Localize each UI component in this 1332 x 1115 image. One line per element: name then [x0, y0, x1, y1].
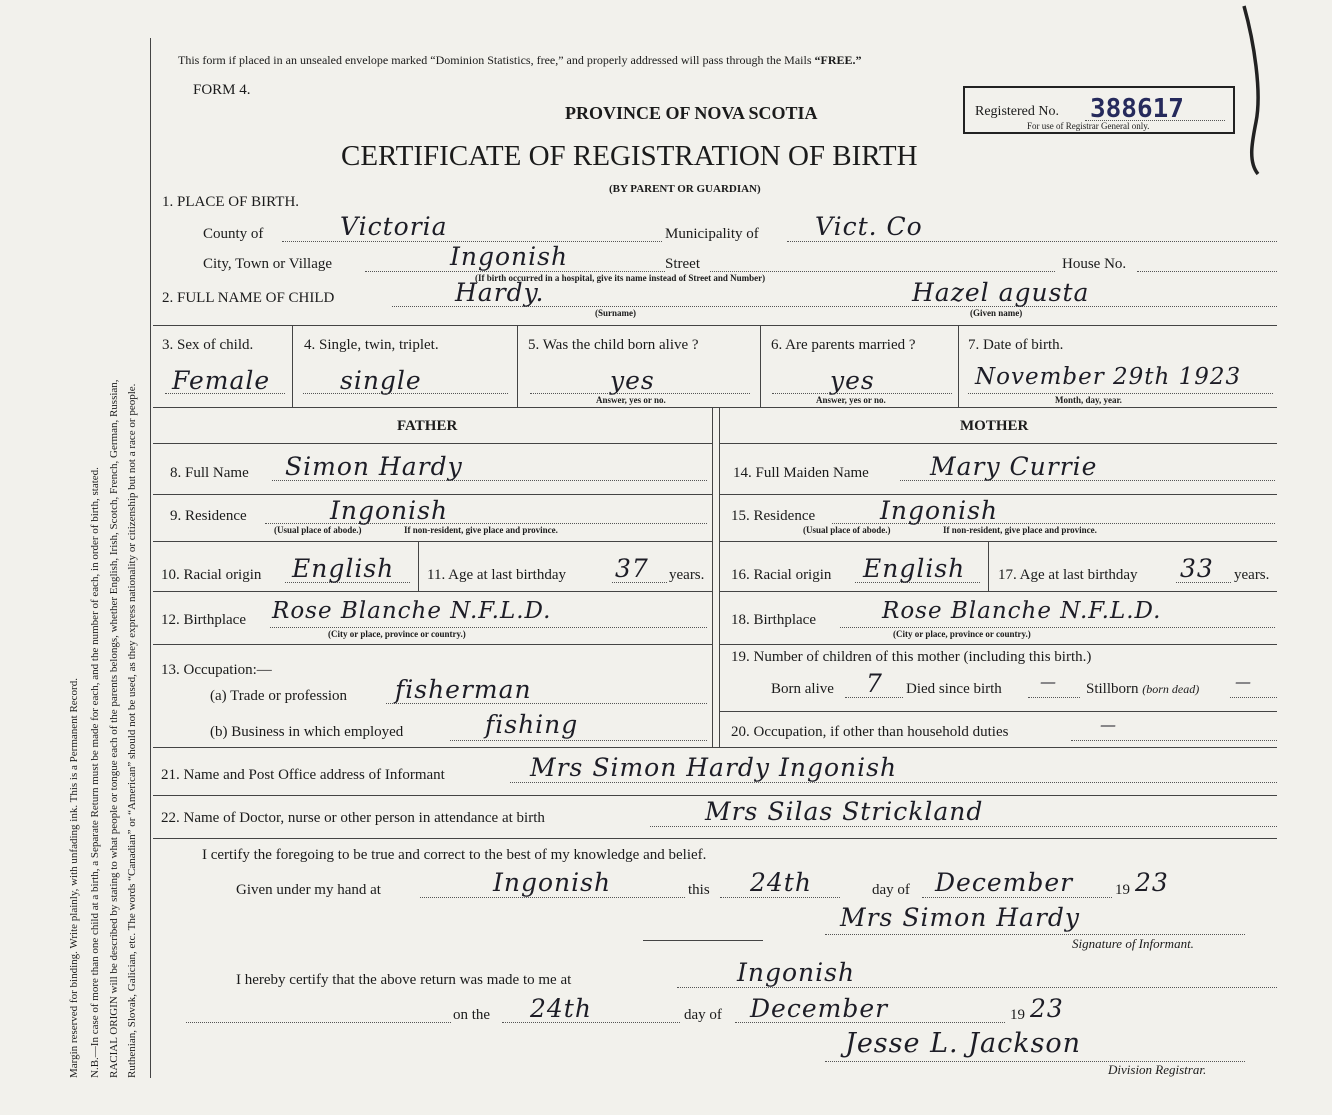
registrar-year-prefix: 19	[1010, 1007, 1025, 1023]
father-birthplace-note: (City or place, province or country.)	[328, 629, 466, 639]
registered-number: 388617	[1090, 94, 1184, 124]
stillborn-count: —	[1235, 672, 1252, 691]
certify-statement: I certify the foregoing to be true and correct to the best of my knowledge and belief.	[202, 847, 707, 863]
sex-value: Female	[172, 366, 271, 395]
attendant-value: Mrs Silas Strickland	[705, 797, 984, 826]
plurality-value: single	[340, 366, 422, 395]
date-note: Month, day, year.	[1055, 395, 1122, 405]
died-count: —	[1040, 672, 1057, 691]
father-age-label: 11. Age at last birthday	[427, 567, 566, 583]
mother-nonres-note: If non-resident, give place and province.	[943, 525, 1097, 535]
parents-married-value: yes	[830, 366, 875, 395]
informant-signature-label: Signature of Informant.	[1072, 936, 1194, 951]
mother-name-label: 14. Full Maiden Name	[733, 465, 869, 481]
father-abode-note: (Usual place of abode.)	[274, 525, 362, 535]
mother-occupation-value: —	[1100, 715, 1117, 734]
mother-children-label: 19. Number of children of this mother (including this birth.)	[731, 649, 1092, 665]
city-note: (If birth occurred in a hospital, give its name instead of Street and Number)	[475, 273, 766, 283]
informant-label: 21. Name and Post Office address of Informant	[161, 767, 445, 783]
plurality-label: 4. Single, twin, triplet.	[304, 337, 439, 353]
county-value: Victoria	[340, 212, 448, 241]
registrar-day: 24th	[530, 994, 592, 1023]
certificate-title: CERTIFICATE OF REGISTRATION OF BIRTH	[341, 140, 918, 172]
father-birthplace-value: Rose Blanche N.F.L.D.	[272, 598, 552, 624]
mother-residence-value: Ingonish	[880, 496, 999, 525]
father-residence-value: Ingonish	[330, 496, 449, 525]
surname-note: (Surname)	[595, 308, 636, 318]
given-label: Given under my hand at	[236, 882, 381, 898]
registrar-day-of-label: day of	[684, 1007, 722, 1023]
given-day-of-label: day of	[872, 882, 910, 898]
attendant-label: 22. Name of Doctor, nurse or other person in attendance at birth	[161, 810, 545, 826]
date-of-birth-value: November 29th 1923	[975, 364, 1242, 390]
mother-age-value: 33	[1180, 554, 1214, 583]
mother-age-label: 17. Age at last birthday	[998, 567, 1138, 583]
registered-number-box	[963, 86, 1235, 134]
born-alive-value: yes	[610, 366, 655, 395]
street-label: Street	[665, 256, 700, 272]
given-day: 24th	[750, 868, 812, 897]
given-name-note: (Given name)	[970, 308, 1023, 318]
given-this-label: this	[688, 882, 710, 898]
margin-racial-note-2: Ruthenian, Slovak, Galician, etc. The words “Canadian” or “American” should not be used, as they express nationality or citizenship but not a race or people.	[126, 383, 138, 1078]
margin-rule	[150, 38, 151, 1078]
father-age-value: 37	[615, 554, 649, 583]
province-heading: PROVINCE OF NOVA SCOTIA	[565, 103, 818, 123]
stillborn-label: Stillborn (born dead)	[1086, 681, 1200, 697]
born-alive-count: 7	[866, 669, 883, 698]
city-label: City, Town or Village	[203, 256, 333, 272]
city-value: Ingonish	[450, 242, 569, 271]
father-racial-label: 10. Racial origin	[161, 567, 262, 583]
child-surname: Hardy.	[455, 278, 545, 307]
trade-label: (a) Trade or profession	[210, 688, 348, 704]
father-birthplace-label: 12. Birthplace	[161, 612, 246, 628]
father-occupation-label: 13. Occupation:—	[161, 662, 272, 678]
mother-abode-note: (Usual place of abode.)	[803, 525, 891, 535]
registered-label: Registered No.	[975, 104, 1059, 119]
registrar-on-the-label: on the	[453, 1007, 491, 1023]
place-of-birth-label: 1. PLACE OF BIRTH.	[162, 194, 300, 210]
father-name-label: 8. Full Name	[170, 465, 249, 481]
house-label: House No.	[1062, 256, 1127, 272]
registrar-signature-label: Division Registrar.	[1108, 1062, 1207, 1077]
father-years-label: years.	[669, 567, 705, 583]
registrar-signature: Jesse L. Jackson	[845, 1028, 1082, 1059]
child-given-name: Hazel agusta	[912, 278, 1090, 307]
margin-binding-note: Margin reserved for binding. Write plainly, with unfading ink. This is a Permanent Record.	[68, 678, 80, 1078]
municipality-value: Vict. Co	[815, 212, 923, 241]
died-label: Died since birth	[906, 681, 1002, 697]
given-place: Ingonish	[493, 868, 612, 897]
mother-racial-label: 16. Racial origin	[731, 567, 832, 583]
mother-birthplace-value: Rose Blanche N.F.L.D.	[882, 598, 1162, 624]
registrar-place: Ingonish	[737, 958, 856, 987]
mother-racial-value: English	[863, 554, 966, 583]
margin-nb-note: N.B.—In case of more than one child at a birth, a Separate Return must be made for each, and the number of each, in order of birth, stated.	[89, 467, 101, 1078]
parents-married-label: 6. Are parents married ?	[771, 337, 916, 353]
father-residence-label: 9. Residence	[170, 508, 247, 524]
answer-note-5: Answer, yes or no.	[596, 395, 666, 405]
margin-racial-note-1: RACIAL ORIGIN will be described by stating to what people or tongue each of the parents belongs, whether English, Irish, Scotch, French, German, Russian,	[108, 379, 120, 1078]
born-alive-count-label: Born alive	[771, 681, 834, 697]
business-value: fishing	[485, 710, 579, 739]
date-of-birth-label: 7. Date of birth.	[968, 337, 1064, 353]
father-racial-value: English	[292, 554, 395, 583]
sex-label: 3. Sex of child.	[162, 337, 254, 353]
mother-name-value: Mary Currie	[930, 452, 1098, 481]
checkmark-icon	[1238, 2, 1268, 177]
father-heading: FATHER	[397, 418, 458, 434]
county-label: County of	[203, 226, 264, 242]
mother-birthplace-note: (City or place, province or country.)	[893, 629, 1031, 639]
father-name-value: Simon Hardy	[285, 452, 463, 481]
registrar-year-suffix: 23	[1030, 994, 1064, 1023]
registrar-note: For use of Registrar General only.	[1027, 121, 1150, 131]
mother-years-label: years.	[1234, 567, 1270, 583]
form-number: FORM 4.	[193, 82, 251, 98]
father-nonres-note: If non-resident, give place and province.	[404, 525, 558, 535]
municipality-label: Municipality of	[665, 226, 759, 242]
answer-note-6: Answer, yes or no.	[816, 395, 886, 405]
mother-birthplace-label: 18. Birthplace	[731, 612, 816, 628]
born-alive-label: 5. Was the child born alive ?	[528, 337, 699, 353]
trade-value: fisherman	[395, 675, 532, 704]
mother-residence-label: 15. Residence	[731, 508, 816, 524]
given-year-suffix: 23	[1135, 868, 1169, 897]
child-name-label: 2. FULL NAME OF CHILD	[162, 290, 335, 306]
business-label: (b) Business in which employed	[210, 724, 404, 740]
mother-occupation-label: 20. Occupation, if other than household duties	[731, 724, 1009, 740]
informant-signature: Mrs Simon Hardy	[840, 903, 1081, 932]
given-month: December	[935, 868, 1074, 897]
certificate-subtitle: (BY PARENT OR GUARDIAN)	[609, 183, 761, 195]
mail-notice: This form if placed in an unsealed envelope marked “Dominion Statistics, free,” and properly addressed will pass through the Mails “FREE.”	[178, 53, 862, 67]
informant-value: Mrs Simon Hardy Ingonish	[530, 753, 898, 782]
mother-heading: MOTHER	[960, 418, 1029, 434]
registrar-month: December	[750, 994, 889, 1023]
registrar-statement: I hereby certify that the above return was made to me at	[236, 972, 572, 988]
given-year-prefix: 19	[1115, 882, 1130, 898]
